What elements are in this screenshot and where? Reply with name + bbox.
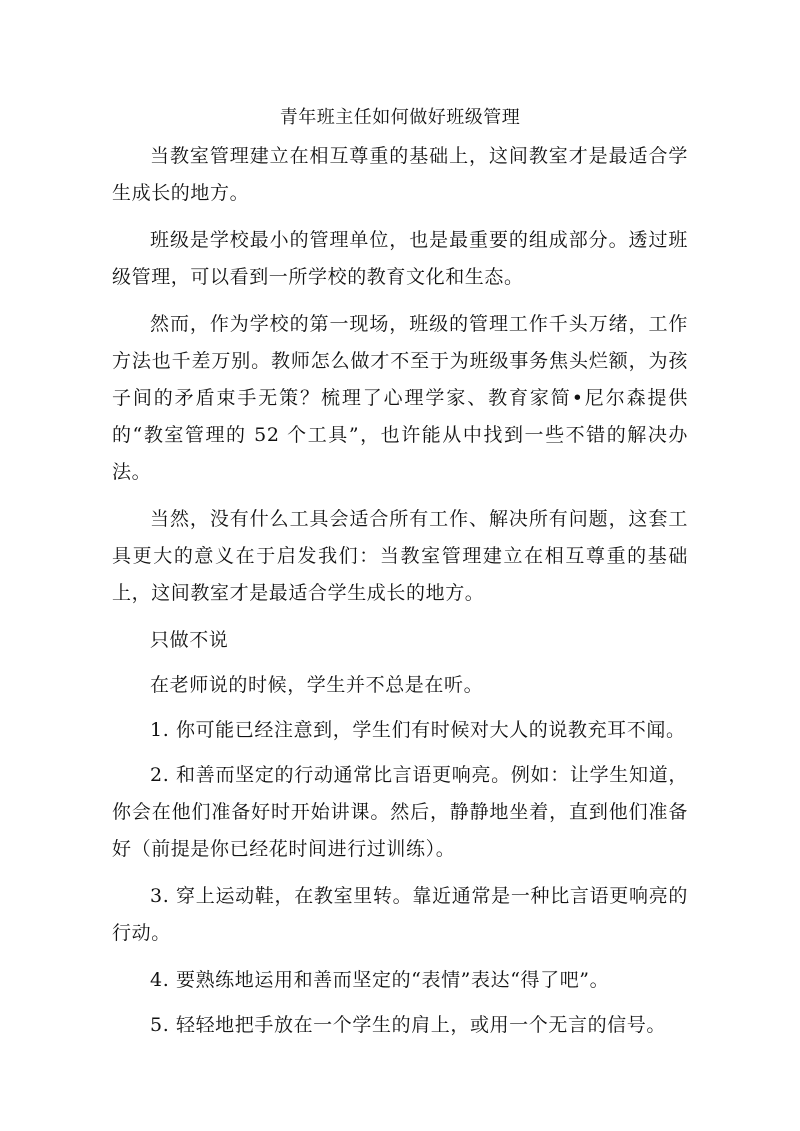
paragraph-listening: 在老师说的时候，学生并不总是在听。 [150,674,484,696]
paragraph-intro: 当教室管理建立在相互尊重的基础上，这间教室才是最适合学生成长的地方。 [112,145,688,204]
paragraph-class-unit: 班级是学校最小的管理单位，也是最重要的组成部分。透过班级管理，可以看到一所学校的教育文化和生态。 [112,229,688,288]
section-heading: 只做不说 [150,629,229,651]
document-title: 青年班主任如何做好班级管理 [279,107,521,128]
list-item-5: 5. 轻轻地把手放在一个学生的肩上，或用一个无言的信号。 [150,1014,666,1036]
list-item-4: 4. 要熟练地运用和善而坚定的“表情”表达“得了吧”。 [150,969,610,991]
list-item-3: 3. 穿上运动鞋，在教室里转。靠近通常是一种比言语更响亮的行动。 [112,885,688,944]
paragraph-inspiration: 当然，没有什么工具会适合所有工作、解决所有问题，这套工具更大的意义在于启发我们：当教室管理建立在相互尊重的基础上，这间教室才是最适合学生成长的地方。 [112,508,688,604]
list-item-1: 1. 你可能已经注意到，学生们有时候对大人的说教充耳不闻。 [150,719,686,741]
list-item-2: 2. 和善而坚定的行动通常比言语更响亮。例如：让学生知道，你会在他们准备好时开始讲课。然后，静静地坐着，直到他们准备好（前提是你已经花时间进行过训练）。 [112,764,688,860]
paragraph-tools: 然而，作为学校的第一现场，班级的管理工作千头万绪，工作方法也千差万别。教师怎么做才不至于为班级事务焦头烂额，为孩子间的矛盾束手无策？梳理了心理学家、教育家简•尼尔森提供的“教室管理的 52 个工具”，也许能从中找到一些不错的解决办法。 [112,313,688,483]
document-page [112,104,688,1052]
